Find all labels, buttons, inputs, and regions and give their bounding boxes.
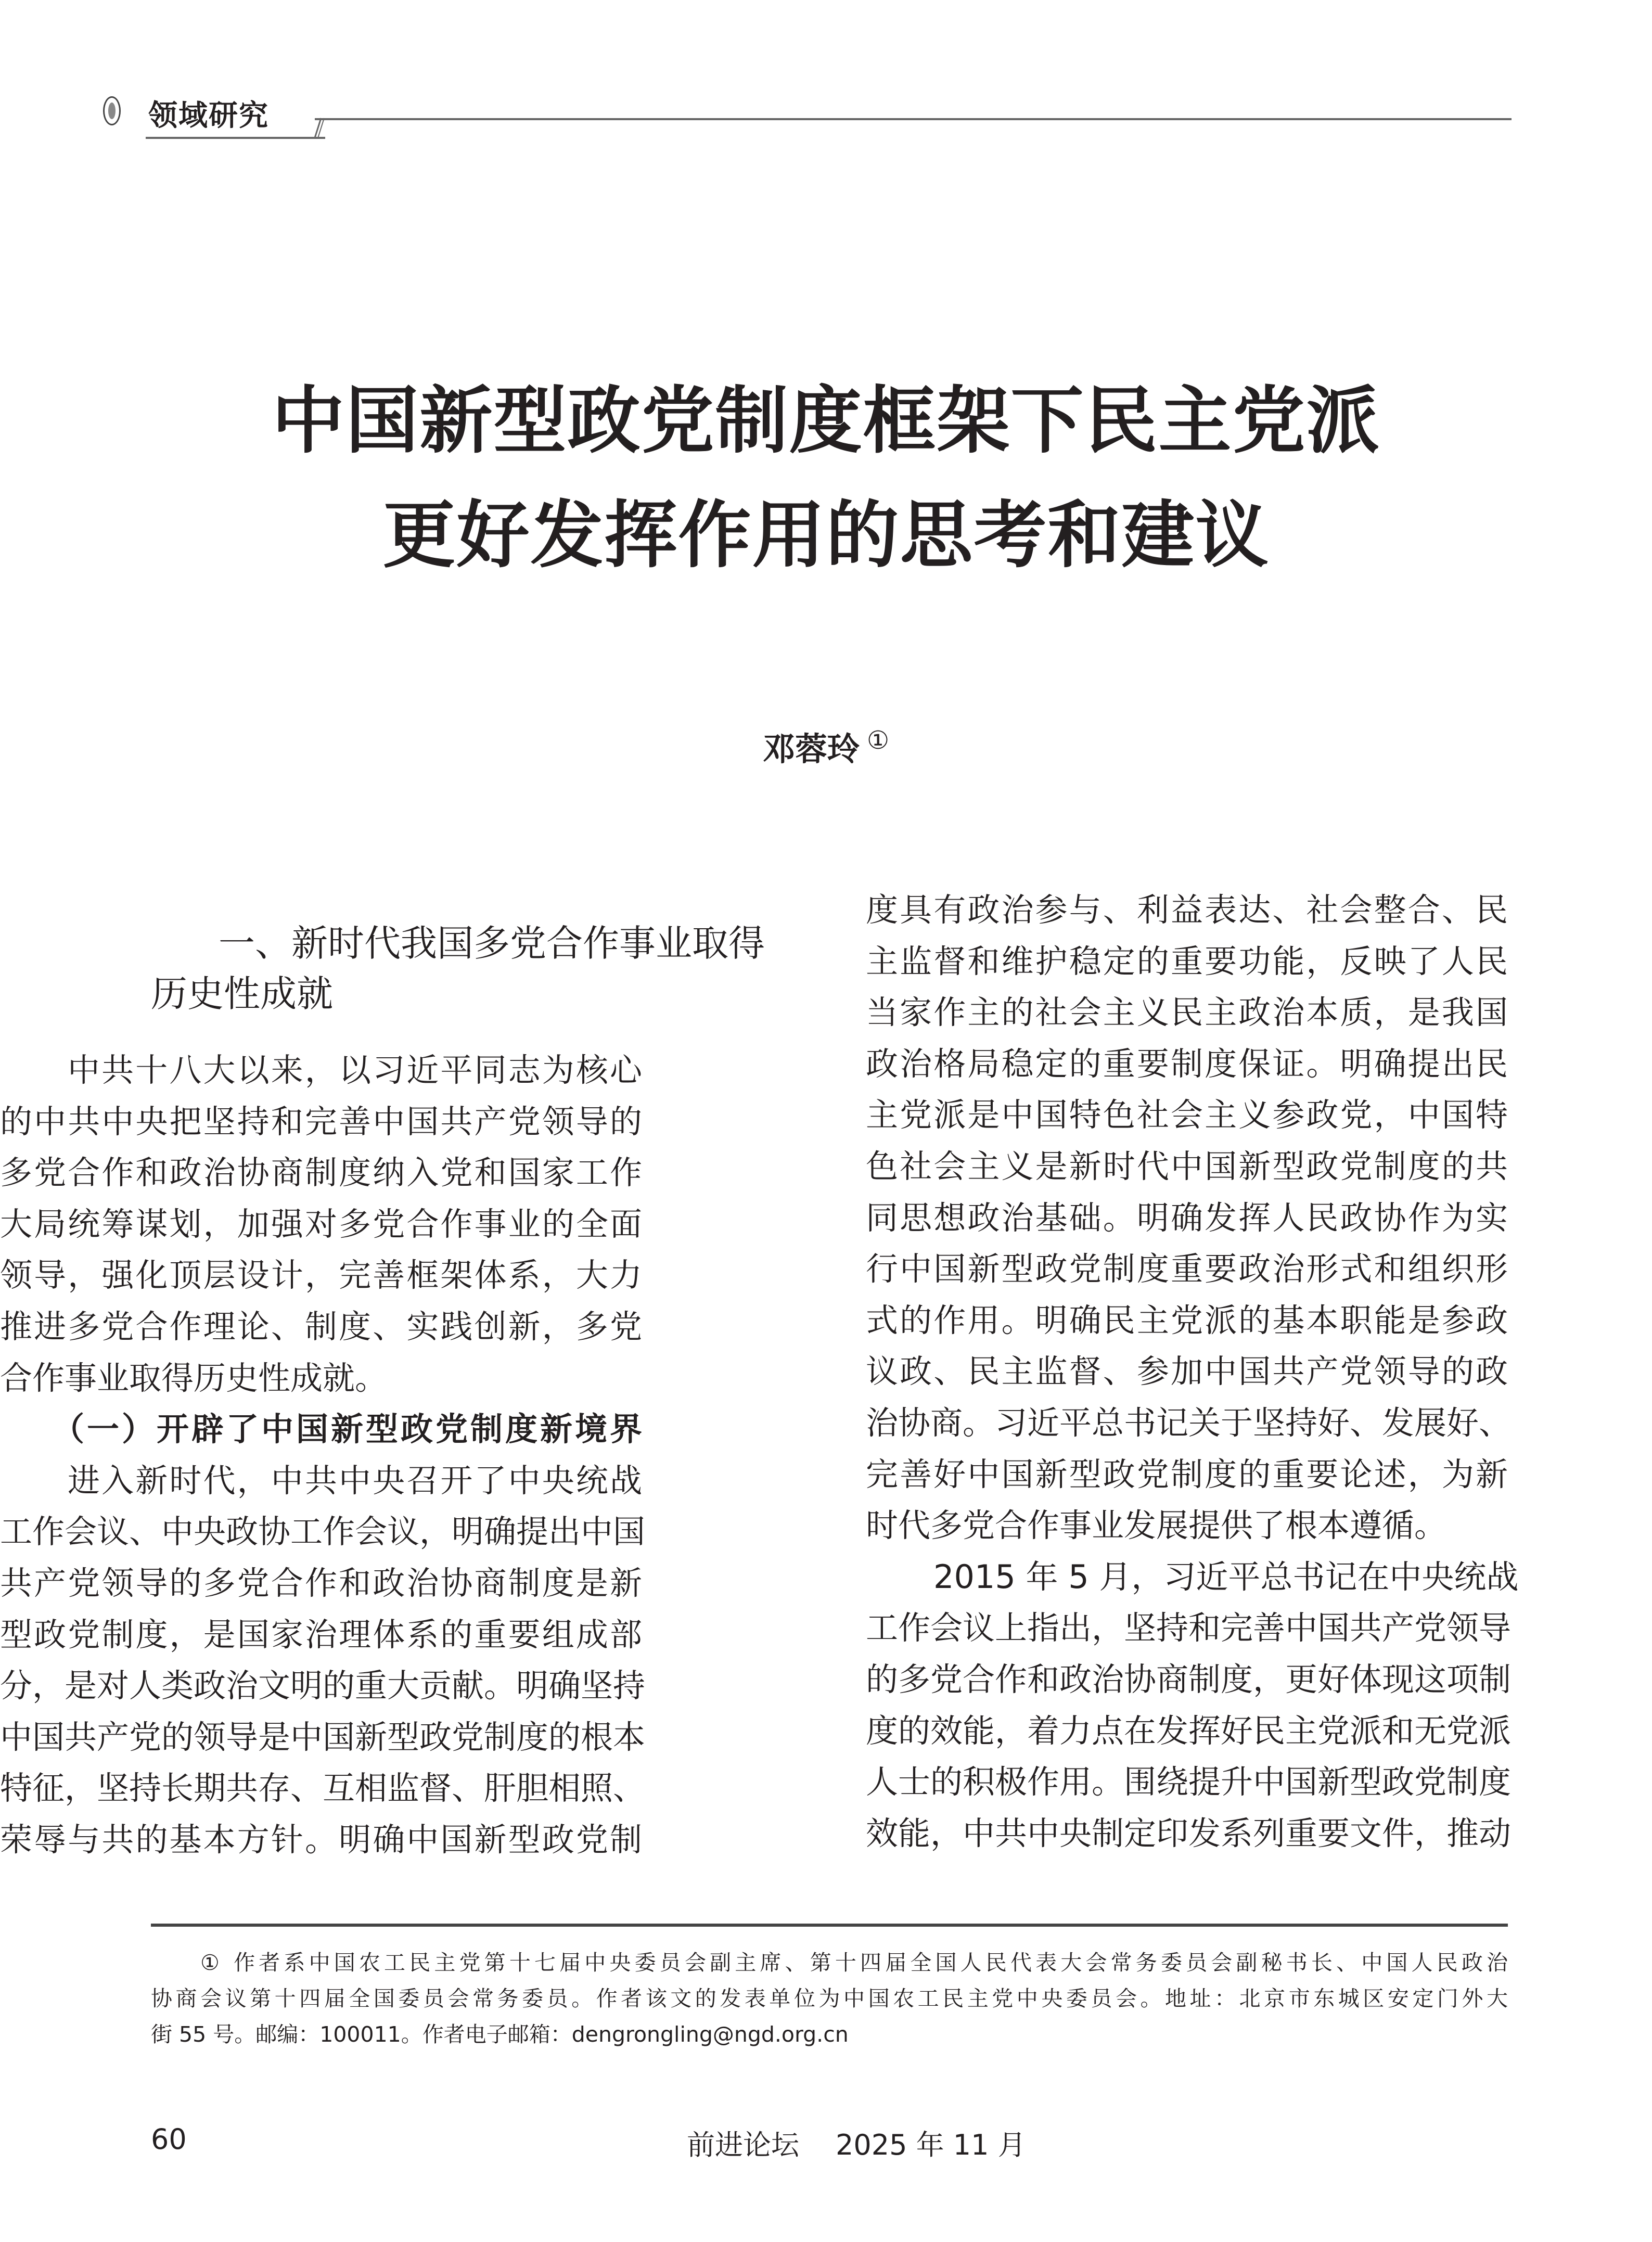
text-line: 推进多党合作理论、制度、实践创新，多党 — [0, 1307, 642, 1346]
section-label: 领域研究 — [148, 98, 269, 133]
text-line: 分，是对人类政治文明的重大贡献。明确坚持 — [0, 1667, 646, 1705]
footnote-rule — [151, 1924, 1508, 1927]
text-line: 度的效能，着力点在发挥好民主党派和无党派 — [866, 1711, 1512, 1750]
text-line: 人士的积极作用。围绕提升中国新型政党制度 — [866, 1763, 1512, 1801]
header-rule-short — [146, 137, 325, 139]
left-column-body — [0, 1045, 646, 1866]
footnote-line: 街 55 号。邮编：100011。作者电子邮箱：dengrongling@ngd.org.cn — [151, 2022, 849, 2047]
author-note-mark: ① — [866, 726, 890, 755]
text-line: 进入新时代，中共中央召开了中央统战 — [68, 1461, 642, 1500]
text-line: 主党派是中国特色社会主义参政党，中国特 — [866, 1096, 1508, 1134]
text-line: 同思想政治基础。明确发挥人民政协作为实 — [866, 1198, 1508, 1237]
journal-info — [687, 2123, 1062, 2163]
section-heading-line-2: 历史性成就 — [151, 972, 333, 1015]
section-heading-line-1: 一、新时代我国多党合作事业取得 — [219, 922, 765, 965]
text-line: 治协商。习近平总书记关于坚持好、发展好、 — [866, 1403, 1512, 1442]
text-line: 合作事业取得历史性成就。 — [0, 1359, 388, 1397]
footnote-line: ① 作者系中国农工民主党第十七届中央委员会副主席、第十四届全国人民代表大会常务委员会副秘书长、中国人民政治 — [200, 1950, 1508, 1975]
text-line: 型政党制度，是国家治理体系的重要组成部 — [0, 1615, 642, 1654]
text-line: 行中国新型政党制度重要政治形式和组织形 — [866, 1250, 1508, 1288]
text-line: 时代多党合作事业发展提供了根本遵循。 — [866, 1506, 1447, 1545]
text-line: 式的作用。明确民主党派的基本职能是参政 — [866, 1301, 1508, 1339]
title-line-1: 中国新型政党制度框架下民主党派 — [272, 379, 1380, 464]
section-heading — [151, 918, 793, 1019]
text-line: 特征，坚持长期共存、互相监督、肝胆相照、 — [0, 1769, 646, 1808]
text-line: 主监督和维护稳定的重要功能，反映了人民 — [866, 942, 1508, 980]
title-line-2: 更好发挥作用的思考和建议 — [382, 493, 1270, 578]
text-line: 大局统筹谋划，加强对多党合作事业的全面 — [0, 1205, 642, 1243]
header-slash-divider — [304, 117, 325, 139]
circle-bullet-icon — [103, 96, 121, 125]
text-line: 的中共中央把坚持和完善中国共产党领导的 — [0, 1102, 642, 1141]
header-rule — [315, 118, 1512, 120]
text-line: 工作会议上指出，坚持和完善中国共产党领导 — [866, 1609, 1512, 1647]
text-line: 议政、民主监督、参加中国共产党领导的政 — [866, 1352, 1508, 1391]
text-line: 2015 年 5 月，习近平总书记在中央统战 — [933, 1557, 1519, 1596]
text-line: 政治格局稳定的重要制度保证。明确提出民 — [866, 1044, 1508, 1083]
author — [0, 723, 1652, 770]
text-line: 的多党合作和政治协商制度，更好体现这项制 — [866, 1660, 1512, 1698]
author-name: 邓蓉玲 — [762, 730, 860, 768]
text-line: 共产党领导的多党合作和政治协商制度是新 — [0, 1564, 642, 1602]
text-line: 领导，强化顶层设计，完善框架体系，大力 — [0, 1256, 642, 1295]
text-line: 当家作主的社会主义民主政治本质，是我国 — [866, 993, 1508, 1032]
footnote — [151, 1945, 1508, 2053]
article-title — [0, 364, 1652, 593]
journal-name: 前进论坛 — [687, 2129, 799, 2161]
journal-issue: 2025 年 11 月 — [836, 2129, 1026, 2161]
footnote-line: 协商会议第十四届全国委员会常务委员。作者该文的发表单位为中国农工民主党中央委员会。地址：北京市东城区安定门外大 — [151, 1986, 1508, 2011]
text-line: 工作会议、中央政协工作会议，明确提出中国 — [0, 1513, 646, 1551]
text-line: 中国共产党的领导是中国新型政党制度的根本 — [0, 1718, 646, 1756]
right-column-body — [866, 885, 1519, 1859]
text-line: 效能，中共中央制定印发系列重要文件，推动 — [866, 1814, 1512, 1852]
page-number: 60 — [151, 2123, 187, 2156]
subsection-heading: （一）开辟了中国新型政党制度新境界 — [52, 1410, 642, 1449]
text-line: 完善好中国新型政党制度的重要论述，为新 — [866, 1455, 1508, 1493]
text-line: 中共十八大以来，以习近平同志为核心 — [68, 1051, 642, 1089]
text-line: 度具有政治参与、利益表达、社会整合、民 — [866, 891, 1508, 929]
text-line: 色社会主义是新时代中国新型政党制度的共 — [866, 1147, 1508, 1185]
text-line: 荣辱与共的基本方针。明确中国新型政党制 — [0, 1820, 642, 1859]
text-line: 多党合作和政治协商制度纳入党和国家工作 — [0, 1154, 642, 1192]
